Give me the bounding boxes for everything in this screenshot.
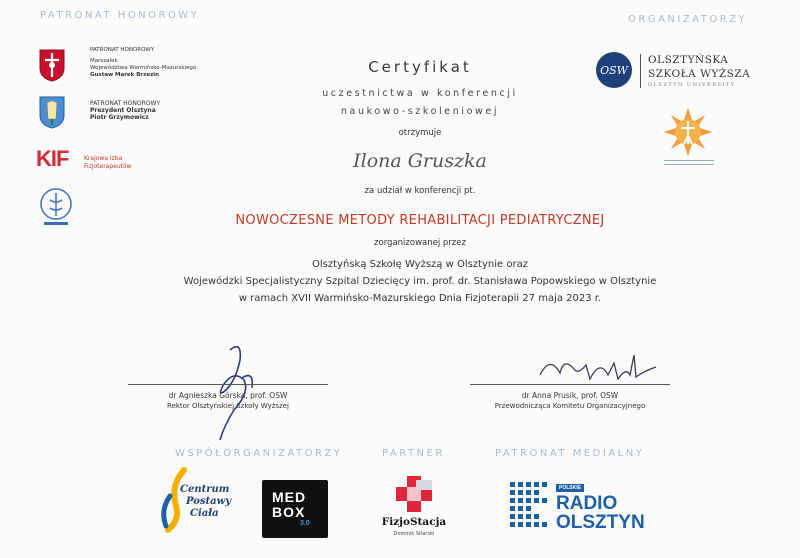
hospital-round-logo-icon xyxy=(38,186,74,230)
fizjostacja-sub: Dominik Sitarski xyxy=(393,531,435,537)
organizer-divider xyxy=(640,54,641,88)
centrum-line2: Postawy xyxy=(186,496,232,507)
patron-1-text xyxy=(90,47,196,79)
kif-logo: KIF xyxy=(36,146,69,171)
organized-by-label: zorganizowanej przez xyxy=(374,238,466,248)
section-wspolorganizatorzy: WSPÓŁORGANIZATORZY xyxy=(175,448,343,459)
organizer-line3: OLSZTYN UNIVERSITY xyxy=(648,82,736,88)
centrum-line1: Centrum xyxy=(180,484,230,495)
medbox-version: 3.0 xyxy=(300,520,310,527)
organizer-line1: OLSZTYŃSKA xyxy=(648,54,729,66)
olsztyn-coat-of-arms-icon xyxy=(38,95,66,129)
hospital-logo-underline-2 xyxy=(664,164,714,165)
signature-1-block xyxy=(118,390,338,412)
radio-line1: RADIO xyxy=(556,493,618,514)
radio-line2: OLSZTYN xyxy=(556,512,645,533)
patron-3-text xyxy=(84,155,132,171)
hospital-logo-underline xyxy=(664,160,714,161)
conference-title: NOWOCZESNE METODY REHABILITACJI PEDIATRYCZNEJ xyxy=(235,213,605,228)
subtitle-line2: naukowo-szkoleniowej xyxy=(340,106,500,117)
section-partner: PARTNER xyxy=(382,448,445,459)
osw-logo-text: OSW xyxy=(600,64,628,77)
osw-logo-icon xyxy=(594,50,634,90)
signature-1-name: dr Agnieszka Górska, prof. OSW xyxy=(168,391,288,400)
fizjostacja-cross-logo-icon xyxy=(392,474,436,514)
organizer-line2: SZKOŁA WYŻSZA xyxy=(648,68,751,80)
radio-dots-logo-icon xyxy=(506,478,554,534)
patron-1-line4: Gustaw Marek Brzezin xyxy=(90,72,160,78)
organizers-block xyxy=(150,256,690,307)
patron-3-line1: Krajowa Izba xyxy=(84,155,123,162)
hospital-sun-logo-icon xyxy=(662,106,714,158)
section-patronat-medialny: PATRONAT MEDIALNY xyxy=(495,448,645,459)
org-line3: w ramach XVII Warmińsko-Mazurskiego Dnia Fizjoterapii 27 maja 2023 r. xyxy=(238,293,602,304)
warmia-mazury-coat-of-arms-icon xyxy=(38,48,66,82)
medbox-text xyxy=(272,490,306,520)
signature-2-role: Przewodnicząca Komitetu Organizacyjnego xyxy=(494,402,646,410)
participant-name: Ilona Gruszka xyxy=(353,150,487,172)
medbox-line2: BOX xyxy=(272,504,306,520)
centrum-line3: Ciała xyxy=(190,508,219,519)
medbox-logo xyxy=(262,480,328,538)
centrum-postawy-ciala-text xyxy=(180,484,231,520)
radio-polskie-badge: POLSKIE xyxy=(556,484,584,492)
patron-3-line2: Fizjoterapeutów xyxy=(84,163,132,170)
signature-2-block xyxy=(460,390,680,412)
patron-2-text xyxy=(90,100,160,121)
org-line2: Wojewódzki Specjalistyczny Szpital Dziecięcy im. prof. dr. Stanisława Popowskiego w Olsztynie xyxy=(183,276,657,287)
fizjostacja-name: FizjoStacja xyxy=(381,516,447,528)
patron-2-line1: PATRONAT HONOROWY xyxy=(90,100,161,107)
certificate-subtitle xyxy=(250,85,590,121)
signature-2-name: dr Anna Prusik, prof. OSW xyxy=(521,391,619,400)
signature-1-line xyxy=(128,384,328,385)
section-organizatorzy: ORGANIZATORZY xyxy=(628,14,748,25)
section-patronat-honorowy: PATRONAT HONOROWY xyxy=(40,10,200,21)
signature-2-line xyxy=(470,384,670,385)
organizer-name xyxy=(648,53,750,89)
radio-name xyxy=(556,494,645,532)
org-line1: Olsztyńską Szkołę Wyższą w Olsztynie oraz xyxy=(312,259,528,270)
patron-1-line1: PATRONAT HONOROWY xyxy=(90,47,155,53)
patron-2-line3: Piotr Grzymowicz xyxy=(90,114,149,121)
subtitle-line1: uczestnictwa w konferencji xyxy=(322,88,518,99)
medbox-line1: MED xyxy=(272,489,307,505)
certificate-title: Certyfikat xyxy=(368,58,472,76)
for-label: za udział w konferencji pt. xyxy=(364,186,476,196)
patron-1-line3: Województwa Warmińsko-Mazurskiego xyxy=(90,65,197,71)
signature-1-role: Rektor Olsztyńskiej Szkoły Wyższej xyxy=(166,402,289,410)
patron-2-line2: Prezydent Olsztyna xyxy=(90,107,156,114)
receives-label: otrzymuje xyxy=(398,128,442,138)
patron-1-line2: Marszałek xyxy=(90,58,118,64)
